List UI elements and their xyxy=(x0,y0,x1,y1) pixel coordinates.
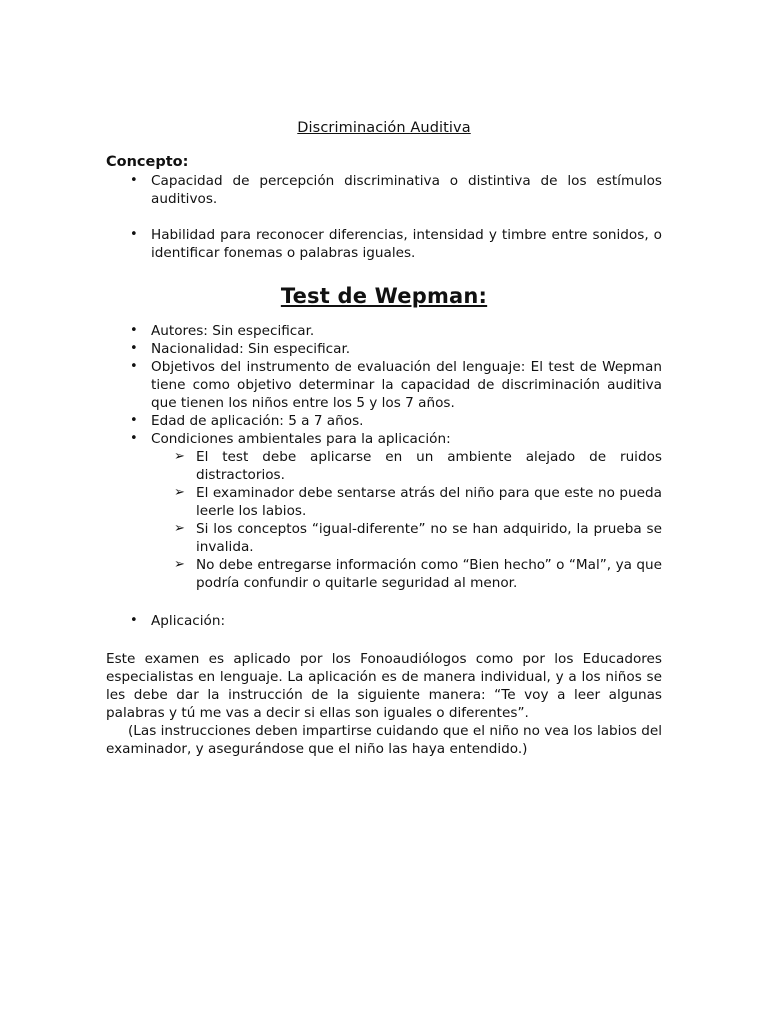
concept-item-1 xyxy=(106,172,662,208)
bullet-icon: • xyxy=(130,431,138,446)
condition-item-text-4: No debe entregarse información como “Bien hecho” o “Mal”, ya que podría confundir o quitarle seguridad al menor. xyxy=(196,557,662,591)
test-details-list xyxy=(106,322,662,448)
application-item xyxy=(106,612,662,630)
arrow-bullet-icon: ➢ xyxy=(174,485,185,500)
condition-item-text-1: El test debe aplicarse en un ambiente alejado de ruidos distractorios. xyxy=(196,449,662,483)
condition-item-text-3: Si los conceptos “igual-diferente” no se han adquirido, la prueba se invalida. xyxy=(196,521,662,555)
concept-item-2 xyxy=(106,226,662,262)
test-item-conditions xyxy=(106,430,662,448)
test-item-text-conditions: Condiciones ambientales para la aplicación: xyxy=(151,431,451,447)
arrow-bullet-icon: ➢ xyxy=(174,521,185,536)
test-item-objectives xyxy=(106,358,662,412)
condition-item-3 xyxy=(151,520,662,556)
bullet-icon: • xyxy=(130,323,138,338)
instructions-paragraph: (Las instrucciones deben impartirse cuidando que el niño no vea los labios del examinador, y asegurándose que el niño las haya entendido.) xyxy=(106,723,662,757)
test-item-text-objectives: Objetivos del instrumento de evaluación del lenguaje: El test de Wepman tiene como objetivo determinar la capacidad de discriminación auditiva que tienen los niños entre los 5 y los 7 años. xyxy=(151,359,662,411)
arrow-bullet-icon: ➢ xyxy=(174,557,185,572)
bullet-icon: • xyxy=(130,173,138,188)
test-item-authors xyxy=(106,322,662,340)
application-list xyxy=(106,612,662,630)
test-item-nationality xyxy=(106,340,662,358)
application-label: Aplicación: xyxy=(151,613,226,629)
test-title: Test de Wepman: xyxy=(280,284,488,308)
test-item-text-age: Edad de aplicación: 5 a 7 años. xyxy=(151,413,364,429)
concept-heading: Concepto: xyxy=(106,154,189,170)
bullet-icon: • xyxy=(130,359,138,374)
bullet-icon: • xyxy=(130,341,138,356)
test-item-text-authors: Autores: Sin especificar. xyxy=(151,323,315,339)
document-content xyxy=(106,120,662,758)
concept-item-text-2: Habilidad para reconocer diferencias, intensidad y timbre entre sonidos, o identificar fonemas o palabras iguales. xyxy=(151,227,662,261)
concept-list xyxy=(106,172,662,262)
condition-item-1 xyxy=(151,448,662,484)
document-title: Discriminación Auditiva xyxy=(297,120,471,136)
condition-item-2 xyxy=(151,484,662,520)
condition-item-4 xyxy=(151,556,662,592)
condition-item-text-2: El examinador debe sentarse atrás del niño para que este no pueda leerle los labios. xyxy=(196,485,662,519)
bullet-icon: • xyxy=(130,613,138,628)
bullet-icon: • xyxy=(130,413,138,428)
test-item-age xyxy=(106,412,662,430)
test-item-text-nationality: Nacionalidad: Sin especificar. xyxy=(151,341,351,357)
conditions-list xyxy=(106,448,662,592)
arrow-bullet-icon: ➢ xyxy=(174,449,185,464)
concept-item-text-1: Capacidad de percepción discriminativa o distintiva de los estímulos auditivos. xyxy=(151,173,662,207)
application-paragraph: Este examen es aplicado por los Fonoaudiólogos como por los Educadores especialistas en lenguaje. La aplicación es de manera individual, y a los niños se les debe dar la instrucción de la siguiente manera: “Te voy a leer algunas palabras y tú me vas a decir si ellas son iguales o diferentes”. xyxy=(106,651,662,721)
bullet-icon: • xyxy=(130,227,138,242)
